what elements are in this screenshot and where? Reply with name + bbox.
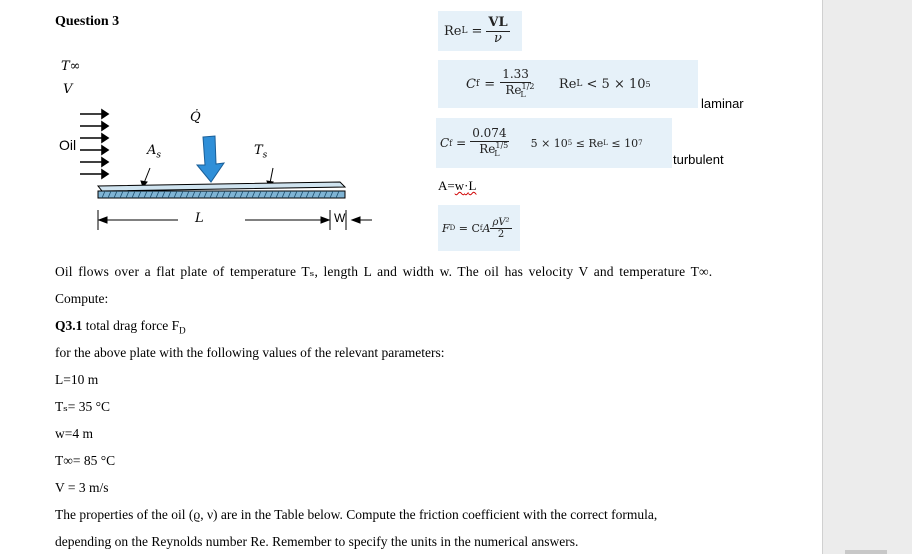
turbulent-equation: C f = $\frac{0.074}{Re^{1/5}_L}$ 5 × 10 5 ≤ Re L ≤ 10 7 <box>436 118 672 168</box>
compute-label: Compute: <box>55 291 109 306</box>
laminar-note: laminar <box>701 96 744 111</box>
param-surface-temp: Tₛ= 35 °C <box>55 399 111 414</box>
oil-label: Oil <box>59 137 77 153</box>
laminar-equation: C f = $\frac{1.33}{Re^{1/2}_L}$ Re L < 5 × 10 5 <box>438 60 698 108</box>
width-label: W <box>334 211 346 225</box>
properties-paragraph: The properties of the oil (ϱ, ν) are in the Table below. Compute the friction coefficient with the correct formula, <box>55 507 658 522</box>
flat-plate-diagram <box>50 50 390 240</box>
reynolds-equation: Re L = $\frac{VL}{\nu}$ <box>438 11 522 51</box>
surface-temp-label: $T_s$ <box>254 143 268 161</box>
plate <box>98 182 345 198</box>
area-equation: A=w·L <box>438 178 477 193</box>
surface-area-label: $A_s$ <box>147 143 162 161</box>
heat-flux-arrow <box>197 136 224 182</box>
length-label: L <box>195 211 204 226</box>
length-dimension <box>98 210 330 230</box>
param-velocity: V = 3 m/s <box>55 480 109 495</box>
param-width: w=4 m <box>55 426 93 441</box>
scrollbar-fragment[interactable] <box>845 550 887 554</box>
turbulent-note: turbulent <box>673 152 724 167</box>
flow-arrows <box>80 110 108 178</box>
params-intro: for the above plate with the following values of the relevant parameters: <box>55 345 445 360</box>
intro-paragraph: Oil flows over a flat plate of temperature Tₛ, length L and width w. The oil has velocity V and temperature T∞. <box>55 264 713 279</box>
param-free-stream-temp: T∞= 85 °C <box>55 453 116 468</box>
heat-rate-label: Q̇ <box>190 110 201 125</box>
param-length: L=10 m <box>55 372 99 387</box>
question-3-1: Q3.1 total drag force $F_D$ <box>55 318 186 336</box>
velocity-label: V <box>63 82 73 97</box>
t-infinity-label: T∞ <box>61 59 81 74</box>
reynolds-note-paragraph: depending on the Reynolds number Re. Remember to specify the units in the numerical answers. <box>55 534 579 549</box>
drag-equation: F D = C f A $\frac{\text{ρV²}}{2}$ <box>438 205 520 251</box>
question-title: Question 3 <box>55 14 120 29</box>
width-dimension <box>346 210 372 230</box>
